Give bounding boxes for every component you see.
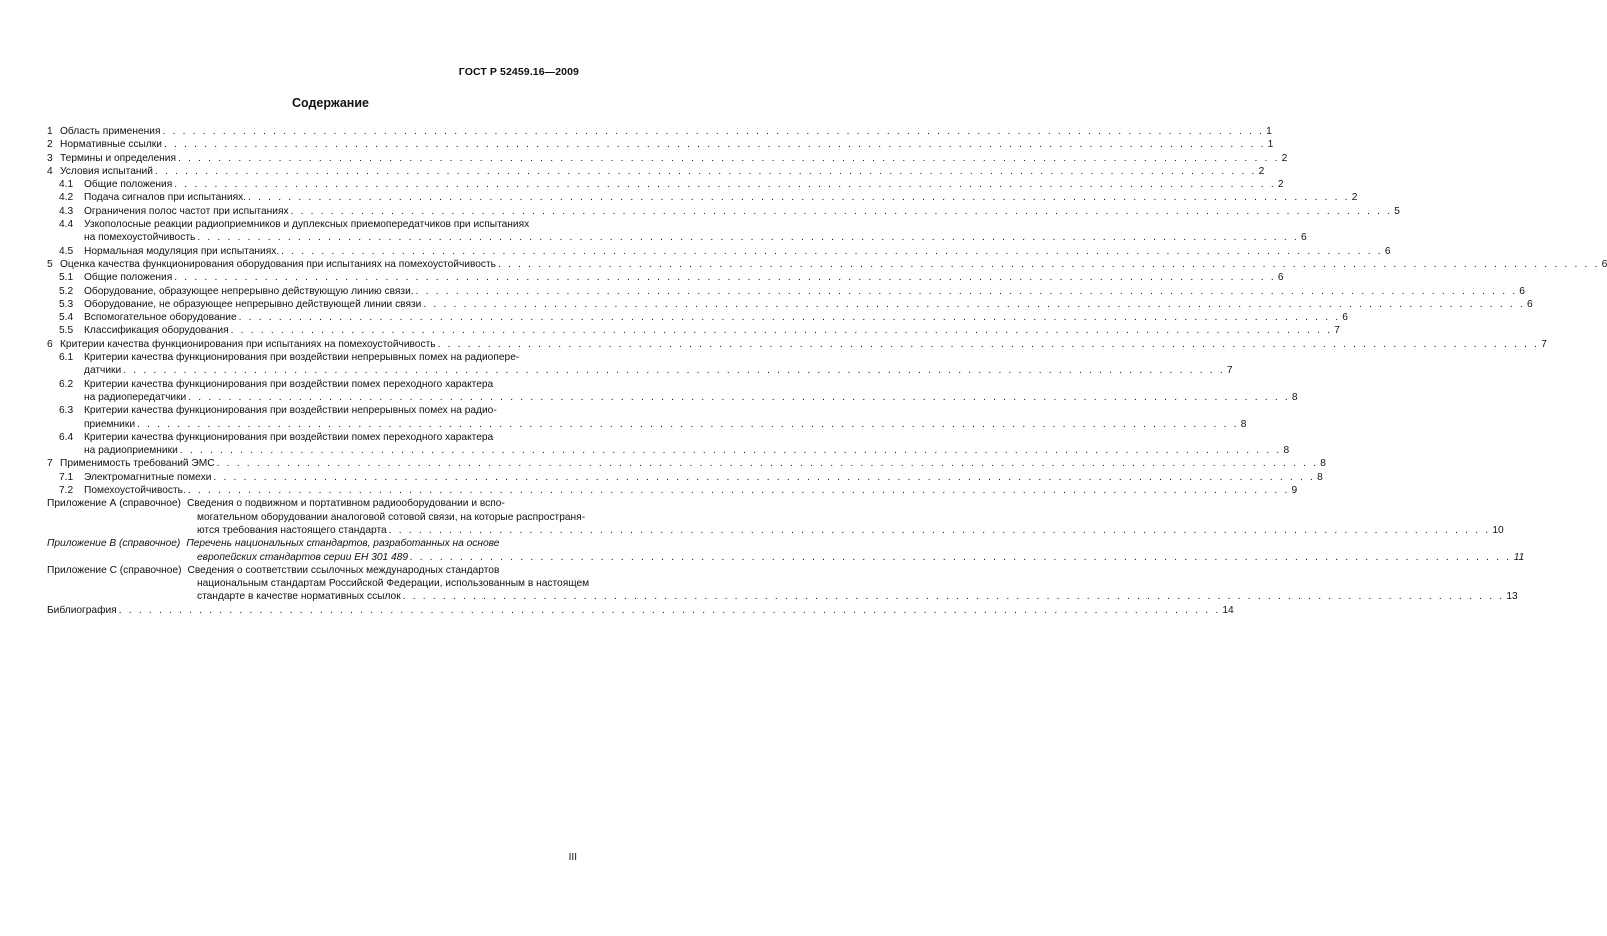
toc-entry-4-3[interactable] — [47, 205, 1400, 218]
toc-text: Электромагнитные помехи — [84, 471, 212, 483]
leader-dots — [180, 444, 1282, 457]
leader-dots — [281, 245, 1383, 258]
toc-page: 8 — [1317, 471, 1323, 483]
toc-text: Нормальная модуляция при испытаниях. — [84, 245, 280, 257]
toc-page: 6 — [1527, 298, 1533, 310]
leader-dots — [389, 524, 1491, 537]
toc-entry-7[interactable] — [47, 457, 1326, 470]
leader-dots — [188, 484, 1290, 497]
toc-number: 4.2 — [59, 192, 74, 204]
toc-number: 5.2 — [59, 285, 74, 297]
toc-page: 11 — [1513, 551, 1525, 563]
toc-text: Нормативные ссылки — [60, 139, 162, 151]
toc-number: 1 — [47, 126, 53, 137]
toc-entry-2[interactable] — [47, 138, 1274, 151]
toc-text-line-2: приемники — [84, 418, 136, 430]
leader-dots — [423, 298, 1525, 311]
toc-entry-4-1[interactable] — [47, 178, 1284, 191]
leader-dots — [498, 258, 1600, 271]
toc-text-line-1: Сведения о подвижном и портативном радиооборудовании и вспо- — [186, 498, 505, 510]
toc-page: 8 — [1240, 418, 1247, 430]
toc-number: 5.5 — [59, 325, 74, 337]
toc-number: 6.4 — [59, 431, 74, 443]
toc-entry-5-4[interactable] — [47, 311, 1348, 324]
leader-dots — [416, 285, 1518, 298]
toc-text: Общие положения — [84, 272, 173, 284]
toc-bibliography[interactable] — [47, 604, 1234, 617]
toc-text-line-1: Критерии качества функционирования при воздействии непрерывных помех на радио- — [84, 405, 497, 417]
toc-page: 7 — [1334, 325, 1340, 337]
leader-dots — [438, 338, 1540, 351]
leader-dots — [217, 457, 1319, 470]
toc-entry-3[interactable] — [47, 152, 1288, 165]
toc-entry-4-5[interactable] — [47, 245, 1391, 258]
toc-page: 8 — [1320, 458, 1326, 470]
toc-entry-5-2[interactable] — [47, 285, 1525, 298]
toc-text: Библиография — [47, 604, 117, 616]
toc-number: 7.1 — [59, 471, 74, 483]
leader-dots — [239, 311, 1341, 324]
leader-dots — [188, 391, 1290, 404]
leader-dots — [164, 138, 1266, 151]
toc-entry-4-2[interactable] — [47, 191, 1358, 204]
table-of-contents — [47, 125, 1607, 617]
leader-dots — [178, 152, 1280, 165]
toc-page: 5 — [1394, 205, 1400, 217]
toc-text: Помехоустойчивость. — [84, 485, 186, 497]
leader-dots — [410, 551, 1512, 564]
toc-number: 6 — [47, 338, 53, 350]
toc-number: 5 — [47, 258, 53, 270]
leader-dots — [248, 191, 1350, 204]
toc-page: 6 — [1300, 232, 1307, 244]
toc-entry-6-1[interactable] — [47, 351, 1233, 378]
leader-dots — [162, 125, 1264, 138]
leader-dots — [155, 165, 1257, 178]
leader-dots — [123, 364, 1225, 377]
toc-text-line-3: ются требования настоящего стандарта — [197, 524, 387, 536]
toc-page: 8 — [1291, 391, 1298, 403]
toc-number: 6.1 — [59, 352, 74, 364]
toc-entry-6-4[interactable] — [47, 431, 1290, 458]
toc-entry-7-2[interactable] — [47, 484, 1298, 497]
leader-dots — [197, 231, 1299, 244]
toc-page: 6 — [1384, 245, 1391, 257]
toc-entry-5[interactable] — [47, 258, 1607, 271]
toc-entry-5-1[interactable] — [47, 271, 1284, 284]
toc-text-line-2: могательном оборудовании аналоговой сотовой связи, на которые распространя- — [197, 511, 586, 523]
toc-page: 2 — [1351, 192, 1358, 204]
toc-number: 6.3 — [59, 405, 74, 417]
toc-page: 6 — [1342, 312, 1348, 324]
toc-page: 9 — [1291, 485, 1298, 497]
leader-dots — [174, 178, 1276, 191]
toc-text-line-2: европейских стандартов серии ЕН 301 489 — [197, 551, 409, 563]
toc-text: Классификация оборудования — [84, 325, 229, 337]
toc-entry-5-5[interactable] — [47, 324, 1340, 337]
toc-page: 13 — [1506, 591, 1518, 603]
toc-entry-4[interactable] — [47, 165, 1265, 178]
toc-text: Общие положения — [84, 179, 173, 191]
toc-page: 1 — [1267, 139, 1274, 151]
page-title: Содержание — [291, 96, 369, 110]
toc-number: 5.3 — [59, 298, 74, 310]
toc-appendix-c[interactable] — [47, 564, 1518, 604]
toc-text: Ограничения полос частот при испытаниях — [84, 205, 289, 217]
toc-page: 2 — [1258, 165, 1265, 177]
toc-text: Термины и определения — [60, 152, 176, 164]
leader-dots — [403, 590, 1505, 603]
toc-page: 6 — [1519, 285, 1525, 297]
appendix-label: Приложение В (справочное) — [47, 538, 181, 550]
toc-text: Область применения — [60, 126, 161, 137]
toc-text-line-2: на радиоприемники — [84, 445, 178, 457]
toc-text: Оценка качества функционирования оборудования при испытаниях на помехоустойчивость — [60, 258, 496, 270]
leader-dots — [174, 271, 1276, 284]
toc-entry-6-2[interactable] — [47, 378, 1298, 405]
toc-text: Подача сигналов при испытаниях. — [84, 192, 247, 204]
toc-number: 4.4 — [59, 219, 74, 231]
toc-number: 3 — [47, 152, 53, 164]
toc-text-line-1: Критерии качества функционирования при воздействии помех переходного характера — [84, 378, 494, 390]
toc-page: 2 — [1281, 152, 1288, 164]
leader-dots — [291, 205, 1393, 218]
toc-entry-5-3[interactable] — [47, 298, 1533, 311]
toc-text-line-1: Перечень национальных стандартов, разработанных на основе — [186, 538, 500, 550]
toc-text-line-2: национальным стандартам Российской Федерации, использованным в настоящем — [197, 578, 590, 590]
appendix-label: Приложение А (справочное) — [47, 498, 181, 510]
toc-text: Условия испытаний — [60, 165, 153, 177]
toc-entry-6-3[interactable] — [47, 404, 1247, 431]
toc-number: 4.5 — [59, 245, 74, 257]
toc-entry-1[interactable] — [47, 125, 1272, 138]
toc-page: 6 — [1601, 258, 1607, 270]
toc-number: 4.1 — [59, 179, 74, 191]
appendix-label: Приложение С (справочное) — [47, 564, 182, 576]
toc-text-line-2: на радиопередатчики — [84, 391, 187, 403]
toc-text: Оборудование, не образующее непрерывно действующей линии связи — [84, 298, 422, 310]
toc-page: 14 — [1222, 604, 1234, 616]
toc-number: 4.3 — [59, 205, 74, 217]
toc-text-line-2: на помехоустойчивость — [84, 232, 196, 244]
toc-number: 4 — [47, 165, 53, 177]
toc-number: 2 — [47, 139, 53, 151]
toc-number: 5.4 — [59, 312, 74, 324]
toc-entry-6[interactable] — [47, 338, 1547, 351]
leader-dots — [231, 324, 1333, 337]
toc-number: 7 — [47, 458, 53, 470]
toc-appendix-b[interactable] — [47, 537, 1525, 564]
toc-page: 1 — [1266, 126, 1272, 137]
toc-text: Оборудование, образующее непрерывно действующую линию связи. — [84, 285, 414, 297]
toc-text-line-1: Критерии качества функционирования при воздействии непрерывных помех на радиопере- — [84, 352, 520, 364]
toc-page: 2 — [1277, 179, 1284, 191]
toc-text-line-1: Критерии качества функционирования при воздействии помех переходного характера — [84, 431, 494, 443]
toc-page: 6 — [1277, 272, 1284, 284]
toc-text: Вспомогательное оборудование — [84, 312, 237, 324]
toc-text-line-3: стандарте в качестве нормативных ссылок — [197, 591, 401, 603]
toc-text-line-1: Узкополосные реакции радиоприемников и дуплексных приемопередатчиков при испытаниях — [84, 219, 530, 231]
document-header: ГОСТ Р 52459.16—2009 — [458, 66, 579, 78]
toc-appendix-a[interactable] — [47, 497, 1504, 537]
toc-number: 5.1 — [59, 272, 74, 284]
toc-entry-7-1[interactable] — [47, 471, 1323, 484]
toc-number: 7.2 — [59, 485, 74, 497]
leader-dots — [213, 471, 1315, 484]
toc-entry-4-4[interactable] — [47, 218, 1307, 245]
leader-dots — [119, 604, 1221, 617]
toc-number: 6.2 — [59, 378, 74, 390]
toc-text-line-1: Сведения о соответствии ссылочных международных стандартов — [187, 564, 500, 576]
toc-page: 8 — [1283, 445, 1290, 457]
toc-page: 7 — [1226, 365, 1233, 377]
toc-text: Критерии качества функционирования при испытаниях на помехоустойчивость — [60, 338, 436, 350]
toc-page: 7 — [1541, 338, 1547, 350]
toc-text-line-2: датчики — [84, 365, 122, 377]
toc-text: Применимость требований ЭМС — [60, 458, 215, 470]
toc-page: 10 — [1492, 524, 1504, 536]
page-number: III — [568, 852, 577, 863]
leader-dots — [137, 418, 1239, 431]
